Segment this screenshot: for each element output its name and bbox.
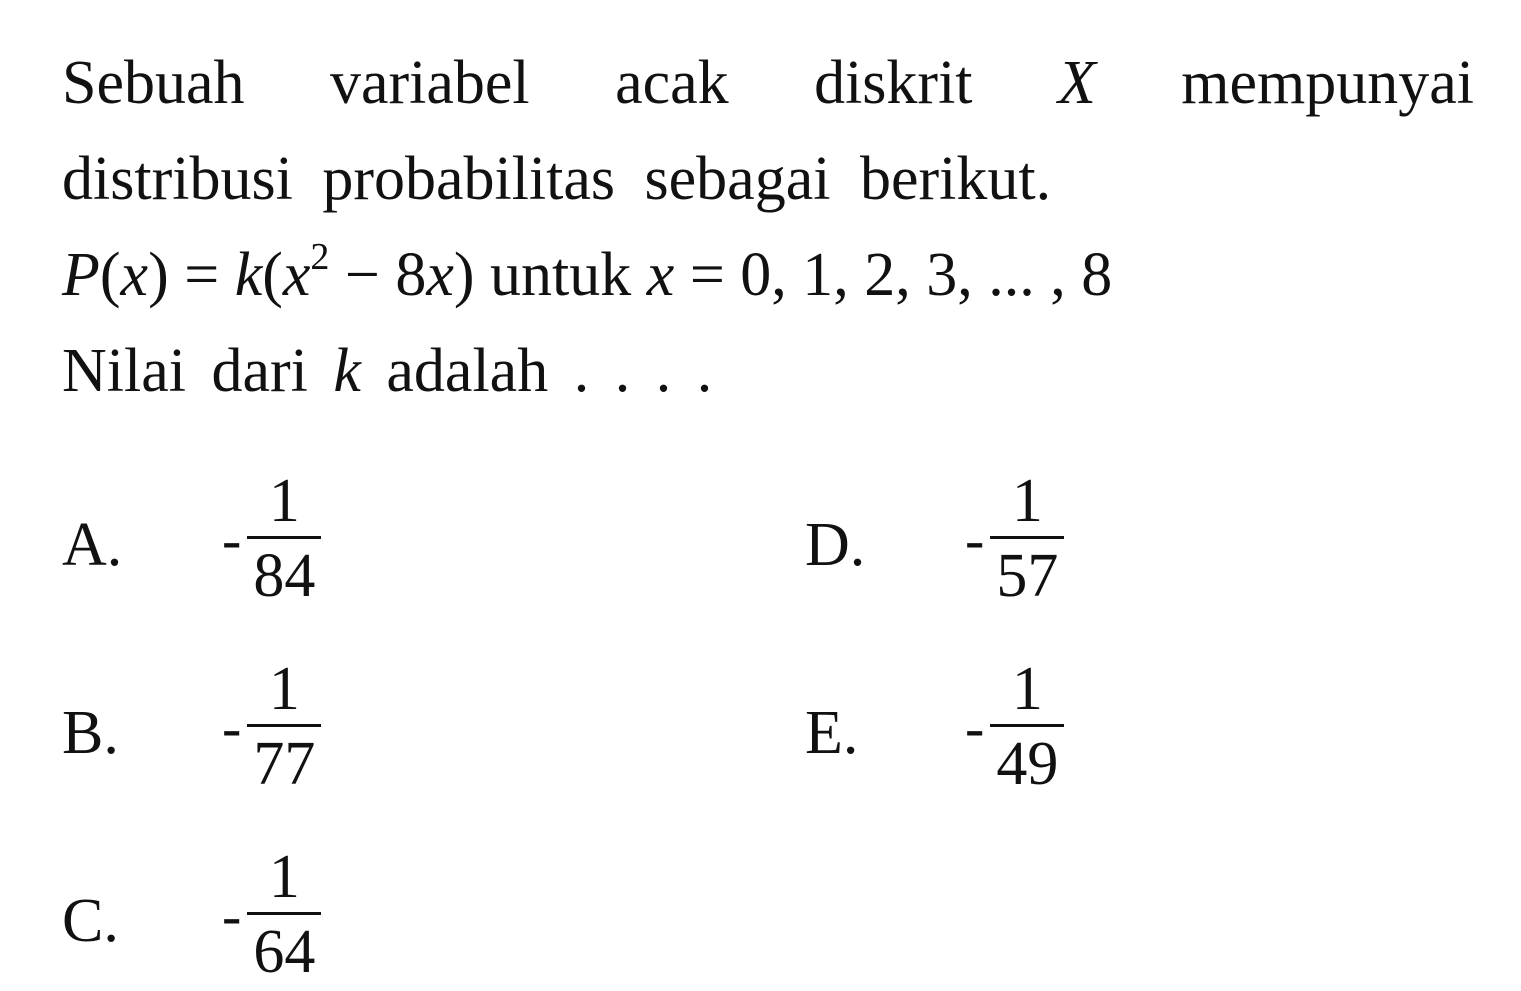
formula-text: ) untuk [453, 241, 632, 309]
denominator: 77 [247, 724, 321, 795]
word: distribusi [62, 145, 293, 213]
function-p: P [62, 241, 100, 309]
numerator: 1 [1011, 655, 1043, 723]
variable-x: x [282, 241, 311, 309]
numerator: 1 [268, 655, 300, 723]
constant-k: k [333, 337, 361, 405]
option-value [222, 467, 321, 610]
denominator: 49 [990, 724, 1064, 795]
question-line-1 [62, 49, 1474, 117]
numerator: 1 [1011, 467, 1043, 535]
variable-x: X [1057, 49, 1096, 117]
constant-k: k [234, 241, 263, 309]
question-line-2 [62, 145, 1052, 213]
x-values: = 0, 1, 2, 3, ... , 8 [689, 241, 1113, 309]
paren-open: ( [262, 241, 283, 309]
option-letter: D. [805, 511, 866, 579]
minus-sign: - [222, 694, 242, 760]
word: acak [615, 49, 729, 117]
numerator: 1 [268, 467, 300, 535]
fraction [990, 655, 1064, 798]
prompt-text: adalah . . . . [386, 337, 713, 405]
option-value [222, 655, 321, 798]
denominator: 64 [247, 912, 321, 983]
word: diskrit [814, 49, 973, 117]
fraction [990, 467, 1064, 610]
word: variabel [329, 49, 530, 117]
numerator: 1 [268, 843, 300, 911]
variable-x: x [646, 241, 675, 309]
minus-eight: − 8 [329, 241, 427, 309]
word: berikut. [859, 145, 1052, 213]
word: mempunyai [1181, 49, 1474, 117]
word: probabilitas [322, 145, 616, 213]
denominator: 84 [247, 536, 321, 607]
paren-close-equals: ) = [148, 241, 220, 309]
exponent: 2 [310, 236, 330, 278]
option-letter: B. [62, 699, 119, 767]
probability-formula [62, 236, 1113, 309]
question-prompt [62, 337, 713, 405]
option-value [965, 655, 1064, 798]
option-value [222, 843, 321, 986]
fraction [247, 843, 321, 986]
word: sebagai [644, 145, 831, 213]
option-value [965, 467, 1064, 610]
fraction [247, 467, 321, 610]
denominator: 57 [990, 536, 1064, 607]
minus-sign: - [965, 694, 985, 760]
option-letter: A. [62, 511, 123, 579]
variable-x: x [426, 241, 454, 309]
option-letter: E. [805, 699, 859, 767]
variable-x: x [120, 241, 149, 309]
minus-sign: - [222, 506, 242, 572]
paren-open: ( [99, 241, 121, 309]
minus-sign: - [965, 506, 985, 572]
word: Sebuah [62, 49, 245, 117]
option-letter: C. [62, 887, 119, 955]
fraction [247, 655, 321, 798]
prompt-text: Nilai dari [62, 337, 308, 405]
minus-sign: - [222, 882, 242, 948]
